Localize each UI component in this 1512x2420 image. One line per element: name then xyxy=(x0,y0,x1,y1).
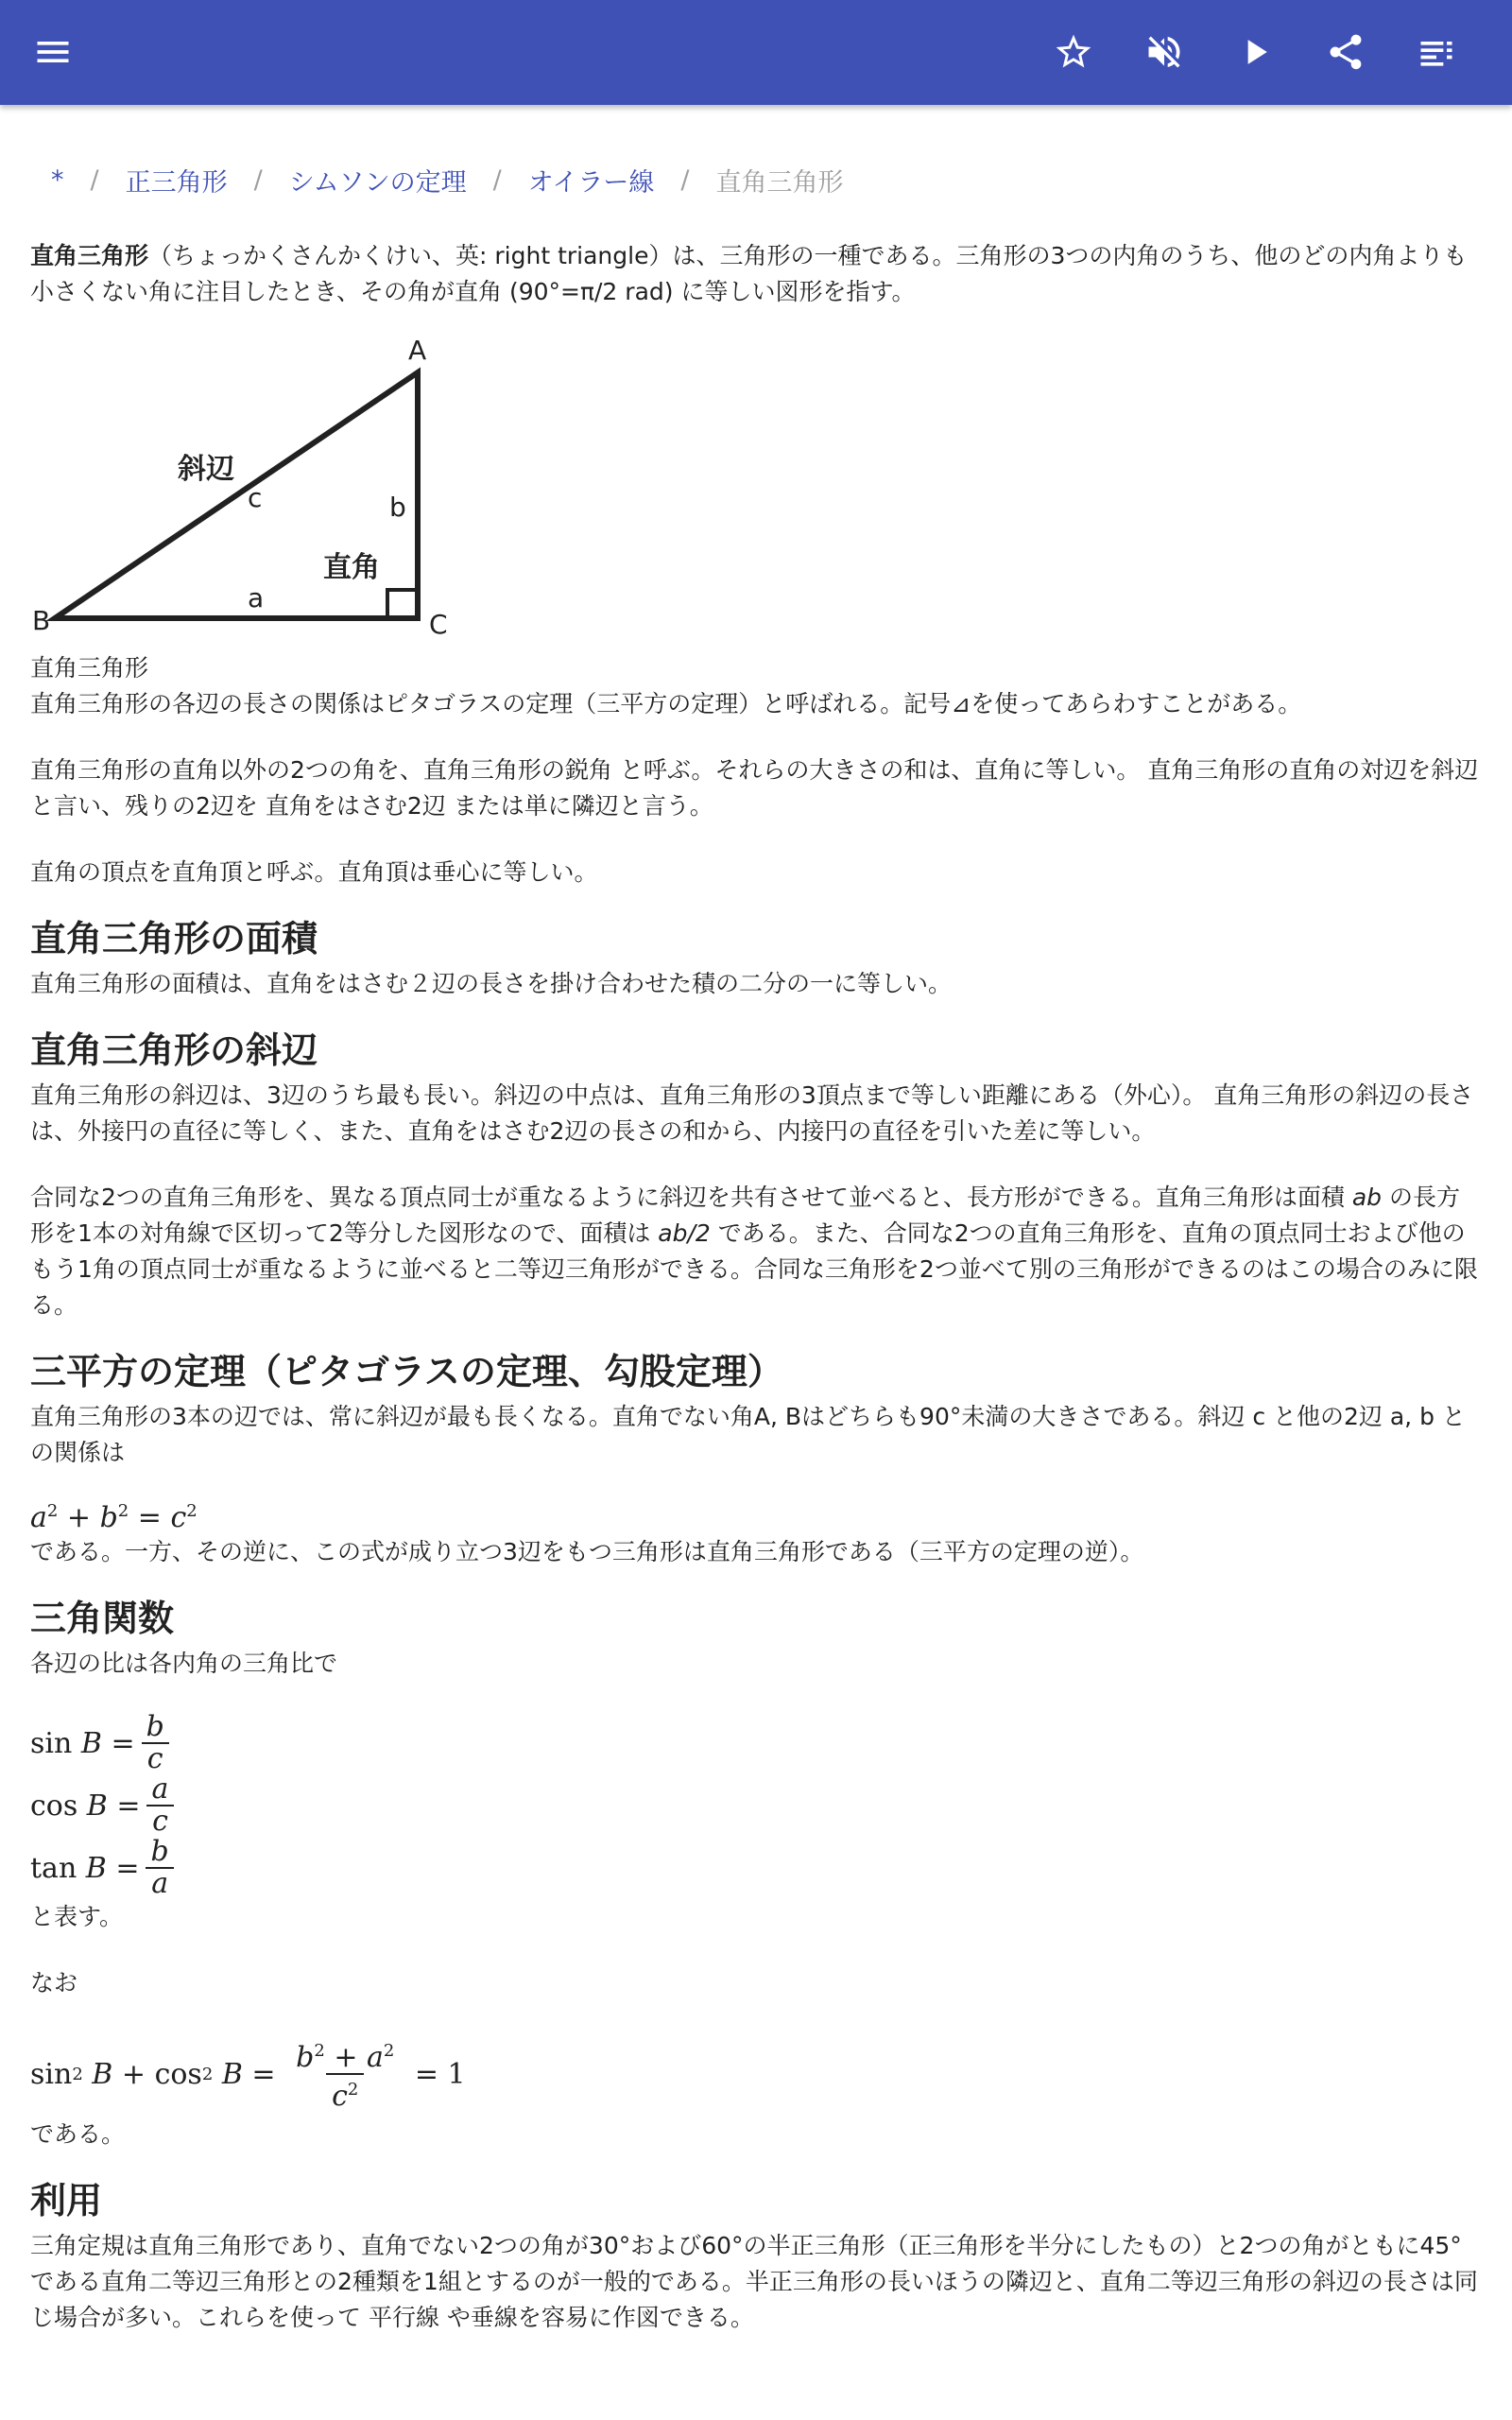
cos-formula: cos B = $\frac{a}{c}$ xyxy=(30,1774,1482,1837)
menu-button[interactable] xyxy=(17,16,89,88)
intro-paragraph xyxy=(30,238,1482,310)
playlist-icon xyxy=(1416,31,1457,73)
right-angle-mark xyxy=(387,590,418,618)
breadcrumb-item-euler-line[interactable]: オイラー線 xyxy=(527,167,655,198)
congruent-ab: ab xyxy=(1351,1184,1383,1211)
paragraph-area: 直角三角形の面積は、直角をはさむ２辺の長さを掛け合わせた積の二分の一に等しい。 xyxy=(30,970,953,997)
play-icon xyxy=(1234,31,1276,73)
vertex-c-label: C xyxy=(429,609,448,640)
paragraph-pythagorean: 直角三角形の3本の辺では、常に斜辺が最も長くなる。直角でない角A, Bはどちらも90°未満の大きさである。斜辺 c と他の2辺 a, b との関係は xyxy=(30,1403,1466,1466)
paragraph-acute-angles: 直角三角形の直角以外の2つの角を、直角三角形の鋭角 と呼ぶ。それらの大きさの和は、直角に等しい。 直角三角形の直角の対辺を斜辺と言い、残りの2辺を 直角をはさむ2辺 または単に隣辺と言う。 xyxy=(30,756,1479,820)
playlist-button[interactable] xyxy=(1400,16,1472,88)
paragraph-pythagoras-intro: 直角三角形の各辺の長さの関係はピタゴラスの定理（三平方の定理）と呼ばれる。記号⊿を使ってあらわすことがある。 xyxy=(30,690,1302,717)
congruent-text-1: 合同な2つの直角三角形を、異なる頂点同士が重なるように斜辺を共有させて並べると、長方形ができる。直角三角形は面積 xyxy=(30,1184,1352,1211)
breadcrumb xyxy=(30,142,1482,217)
bookmark-button[interactable] xyxy=(1038,16,1109,88)
breadcrumb-separator: / xyxy=(253,164,263,195)
breadcrumb-separator: / xyxy=(90,164,99,195)
identity-formula: sin 2 B + cos 2 B = $\frac{b^2 + a^2}{c^2}$ = 1 xyxy=(30,2041,466,2113)
hypotenuse-label: 斜辺 xyxy=(178,453,234,486)
paragraph-right-angle-vertex: 直角の頂点を直角頂と呼ぶ。直角頂は垂心に等しい。 xyxy=(30,858,598,886)
paragraph-identity-end: である。 xyxy=(30,2120,126,2148)
pythagorean-formula: $a^2 + b^2 = c^2$ xyxy=(30,1501,198,1534)
paragraph-note: なお xyxy=(30,1969,78,1996)
heading-area: 直角三角形の面積 xyxy=(30,918,318,959)
paragraph-congruent xyxy=(30,1180,1482,1323)
share-button[interactable] xyxy=(1310,16,1382,88)
menu-icon xyxy=(32,31,74,73)
sin-formula: sin B = $\frac{b}{c}$ xyxy=(30,1712,1482,1774)
app-bar xyxy=(0,0,1512,105)
cos-label: cos xyxy=(30,1789,78,1823)
vertex-a-label: A xyxy=(408,335,427,366)
paragraph-pythagorean-converse: である。一方、その逆に、この式が成り立つ3辺をもつ三角形は直角三角形である（三平方の定理の逆）。 xyxy=(30,1538,1144,1565)
tan-label: tan xyxy=(30,1851,77,1885)
play-button[interactable] xyxy=(1219,16,1291,88)
breadcrumb-item-simson[interactable]: シムソンの定理 xyxy=(288,167,467,198)
paragraph-usage: 三角定規は直角三角形であり、直角でない2つの角が30°および60°の半正三角形（正三角形を半分にしたもの）と2つの角がともに45°である直角二等辺三角形との2種類を1組とするのが一般的である。半正三角形の長いほうの隣辺と、直角二等辺三角形の斜辺の長さは同じ場合が多い。これらを使って 平行線 や垂線を容易に作図できる。 xyxy=(30,2232,1478,2331)
right-angle-label: 直角 xyxy=(323,551,380,584)
vertex-b-label: B xyxy=(32,605,51,636)
side-b-label: b xyxy=(389,492,406,523)
breadcrumb-item-home[interactable]: * xyxy=(51,164,64,195)
side-a-label: a xyxy=(248,582,265,614)
mute-icon xyxy=(1143,31,1185,73)
heading-trig: 三角関数 xyxy=(30,1598,175,1639)
paragraph-trig-intro: 各辺の比は各内角の三角比で xyxy=(30,1650,338,1677)
breadcrumb-separator: / xyxy=(680,164,690,195)
paragraph-hypotenuse: 直角三角形の斜辺は、3辺のうち最も長い。斜辺の中点は、直角三角形の3頂点まで等しい距離にある（外心）。 直角三角形の斜辺の長さは、外接円の直径に等しく、また、直角をはさむ2辺の長さの和から、内接円の直径を引いた差に等しい。 xyxy=(30,1081,1474,1145)
heading-usage: 利用 xyxy=(30,2180,103,2221)
intro-text: （ちょっかくさんかくけい、英: right triangle）は、三角形の一種である。三角形の3つの内角のうち、他のどの内角よりも小さくない角に注目したとき、その角が直角 (90°=π/2 rad) に等しい図形を指す。 xyxy=(30,242,1468,305)
tan-formula: tan B = $\frac{b}{a}$ xyxy=(30,1837,1482,1899)
article xyxy=(30,142,1482,2336)
breadcrumb-separator: / xyxy=(492,164,502,195)
breadcrumb-item-equilateral[interactable]: 正三角形 xyxy=(125,167,228,198)
star-icon xyxy=(1053,31,1094,73)
paragraph-trig-expr: と表す。 xyxy=(30,1903,124,1930)
breadcrumb-current: 直角三角形 xyxy=(715,167,844,198)
congruent-ab2: ab/2 xyxy=(658,1219,711,1247)
intro-term: 直角三角形 xyxy=(30,242,149,269)
heading-hypotenuse: 直角三角形の斜辺 xyxy=(30,1029,318,1071)
congruent-text-2: の長方形を1本の対角線で区切って2等分した図形なので、面積は xyxy=(30,1184,1461,1247)
sin-label: sin xyxy=(30,1726,73,1760)
heading-pythagorean-theorem: 三平方の定理（ピタゴラスの定理、勾股定理） xyxy=(30,1351,783,1392)
side-c-label: c xyxy=(248,482,263,513)
mute-button[interactable] xyxy=(1128,16,1200,88)
figure-caption: 直角三角形 xyxy=(30,654,149,682)
right-triangle-figure xyxy=(30,335,465,647)
congruent-text-3: である。また、合同な2つの直角三角形を、直角の頂点同士および他のもう1角の頂点同士が重なるように並べると二等辺三角形ができる。合同な三角形を2つ並べて別の三角形ができるのはこの場合のみに限る。 xyxy=(30,1219,1478,1319)
trig-formulas xyxy=(30,1712,1482,1899)
share-icon xyxy=(1325,31,1366,73)
